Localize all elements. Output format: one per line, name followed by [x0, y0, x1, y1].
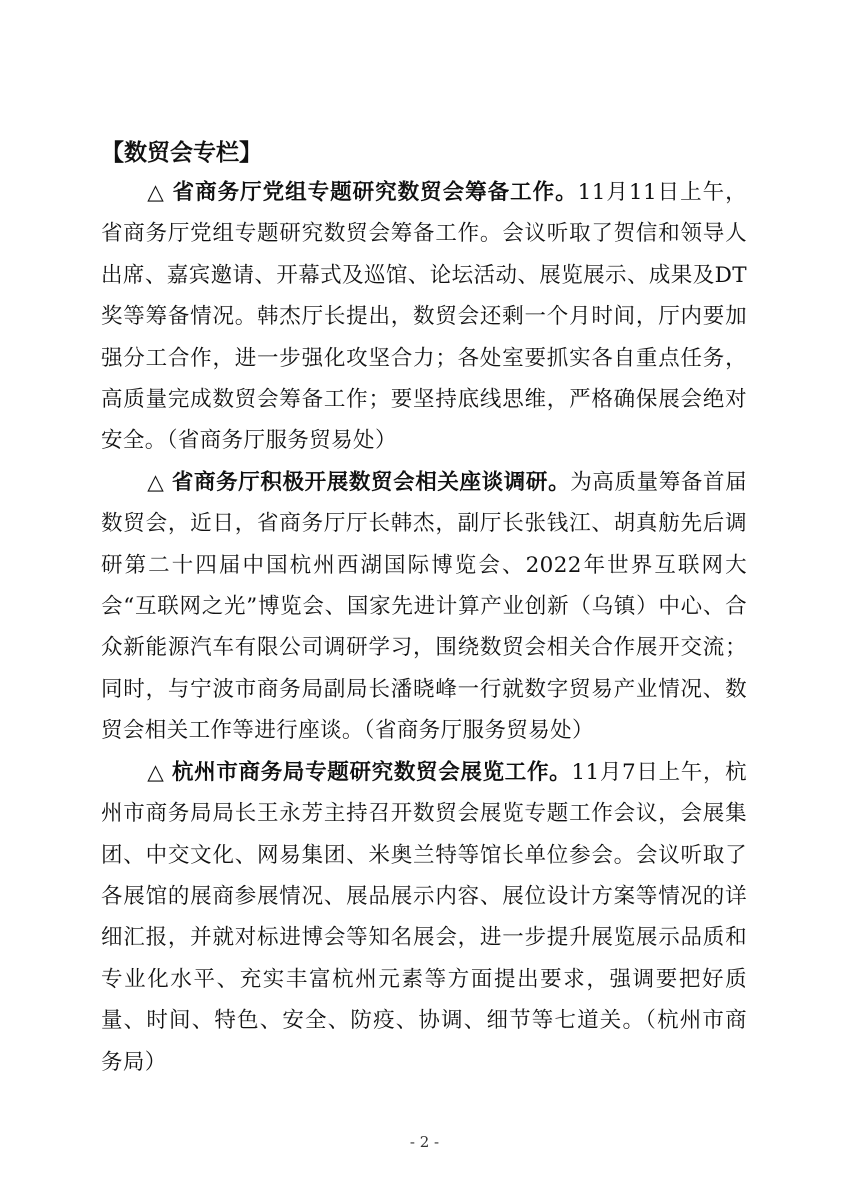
news-item-3	[101, 752, 747, 1083]
news-item-1	[101, 172, 747, 462]
news-content	[101, 172, 747, 1083]
section-title: 【数贸会专栏】	[101, 140, 262, 166]
news-item-body: 11月11日上午，省商务厅党组专题研究数贸会筹备工作。会议听取了贺信和领导人出席、嘉宾邀请、开幕式及巡馆、论坛活动、展览展示、成果及DT奖等筹备情况。韩杰厅长提出，数贸会还剩一个月时间，厅内要加强分工合作，进一步强化攻坚合力；各处室要抓实各自重点任务，高质量完成数贸会筹备工作；要坚持底线思维，严格确保展会绝对安全。（省商务厅服务贸易处）	[101, 180, 748, 454]
news-item-body: 为高质量筹备首届数贸会，近日，省商务厅厅长韩杰，副厅长张钱江、胡真舫先后调研第二十四届中国杭州西湖国际博览会、2022年世界互联网大会“互联网之光”博览会、国家先进计算产业创新（乌镇）中心、合众新能源汽车有限公司调研学习，围绕数贸会相关合作展开交流；同时，与宁波市商务局副局长潘晓峰一行就数字贸易产业情况、数贸会相关工作等进行座谈。（省商务厅服务贸易处）	[101, 469, 748, 744]
triangle-marker-icon: △	[147, 180, 165, 205]
triangle-marker-icon: △	[147, 759, 165, 785]
news-item-headline: 省商务厅积极开展数贸会相关座谈调研。	[171, 469, 571, 495]
news-item-headline: 省商务厅党组专题研究数贸会筹备工作。	[172, 180, 578, 205]
news-item-2	[101, 462, 747, 752]
news-item-headline: 杭州市商务局专题研究数贸会展览工作。	[171, 759, 572, 785]
news-item-body: 11月7日上午，杭州市商务局局长王永芳主持召开数贸会展览专题工作会议，会展集团、中交文化、网易集团、米奥兰特等馆长单位参会。会议听取了各展馆的展商参展情况、展品展示内容、展位设计方案等情况的详细汇报，并就对标进博会等知名展会，进一步提升展览展示品质和专业化水平、充实丰富杭州元素等方面提出要求，强调要把好质量、时间、特色、安全、防疫、协调、细节等七道关。（杭州市商务局）	[101, 759, 748, 1075]
triangle-marker-icon: △	[147, 469, 165, 495]
page-number: - 2 -	[409, 1133, 440, 1151]
